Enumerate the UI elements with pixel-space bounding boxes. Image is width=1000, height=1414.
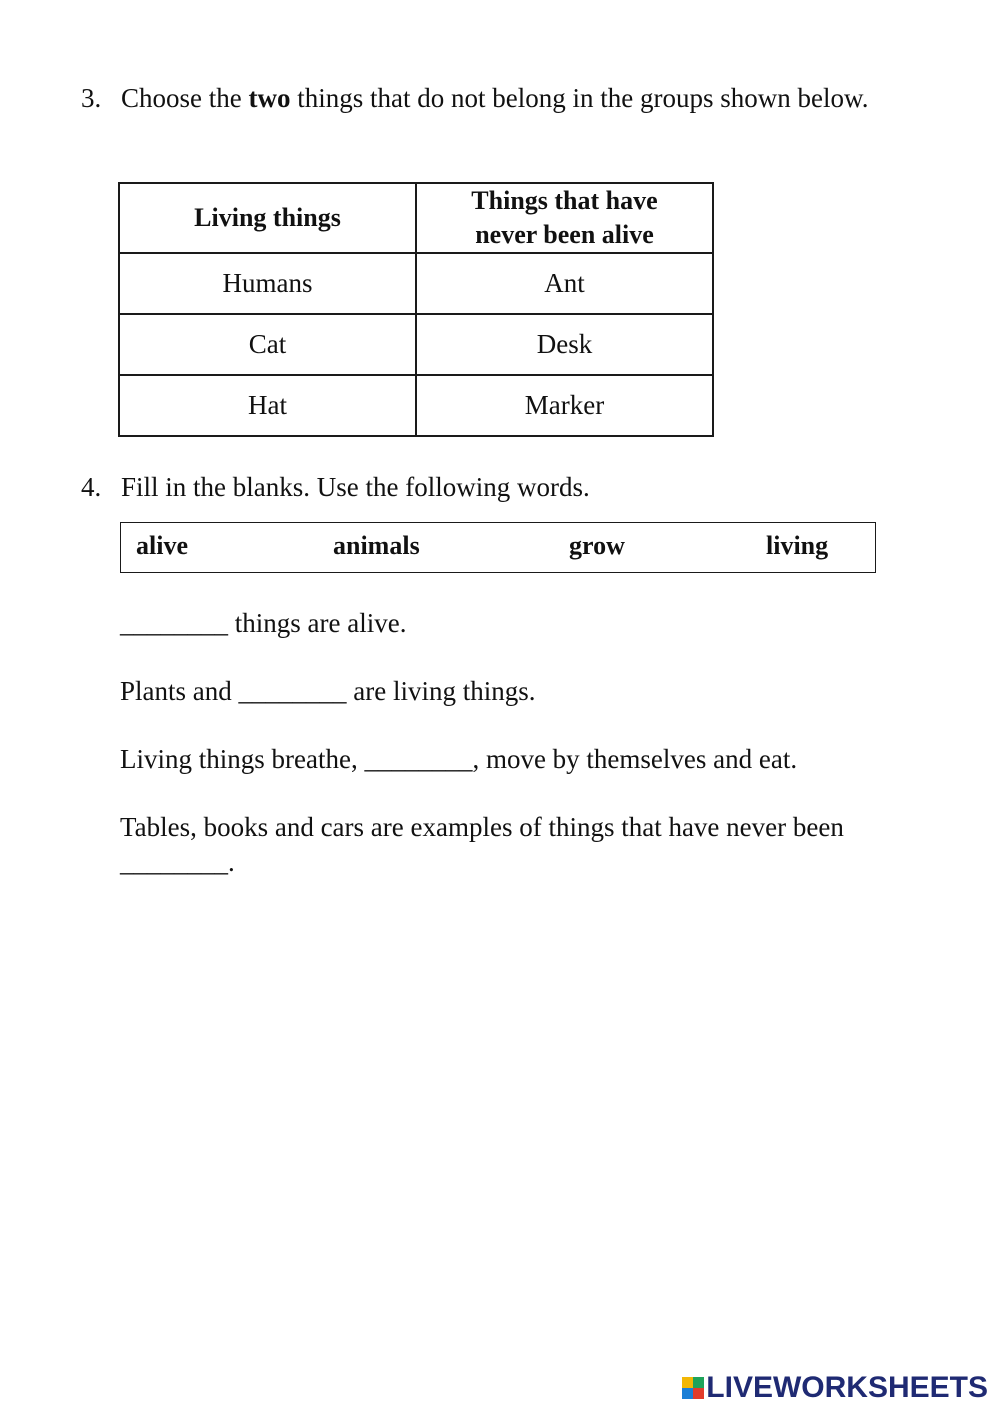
question-text-end: things that do not belong in the groups shown below. <box>290 83 869 113</box>
question-text-start: Choose the <box>121 83 249 113</box>
column-header-living: Living things <box>119 183 416 253</box>
table-row <box>119 253 713 314</box>
logo-square-red <box>693 1388 704 1399</box>
table-cell: Desk <box>416 314 713 375</box>
word-bank-item: alive <box>136 531 188 560</box>
word-bank-item: animals <box>333 531 420 560</box>
word-bank-item: grow <box>569 531 625 560</box>
liveworksheets-logo-text: LIVEWORKSHEETS <box>706 1371 988 1404</box>
fill-blank-sentence: ________ things are alive. <box>120 608 407 638</box>
table-cell: Ant <box>416 253 713 314</box>
fill-blank-sentence: Living things breathe, ________, move by themselves and eat. <box>120 744 798 774</box>
table-cell: Humans <box>119 253 416 314</box>
question-text-emphasis: two <box>248 83 291 113</box>
question-text <box>121 81 881 115</box>
groups-table <box>118 182 714 437</box>
question-number: 4. <box>81 472 102 502</box>
question-number: 3. <box>81 83 102 113</box>
column-header-never-alive <box>416 183 713 253</box>
fill-blank-sentence: Plants and ________ are living things. <box>120 676 536 706</box>
column-header-never-alive-text: Things that have never been alive <box>471 186 658 249</box>
liveworksheets-logo <box>682 1372 988 1404</box>
table-cell: Hat <box>119 375 416 436</box>
liveworksheets-logo-icon <box>682 1377 704 1399</box>
table-row <box>119 375 713 436</box>
word-bank-item: living <box>766 531 829 560</box>
table-header-row <box>119 183 713 253</box>
logo-square-yellow <box>682 1377 693 1388</box>
table-cell: Cat <box>119 314 416 375</box>
logo-square-green <box>693 1377 704 1388</box>
table-cell: Marker <box>416 375 713 436</box>
logo-square-blue <box>682 1388 693 1399</box>
question-text: Fill in the blanks. Use the following words. <box>121 472 590 502</box>
word-bank <box>120 522 876 573</box>
table-row <box>119 314 713 375</box>
fill-blank-sentence: Tables, books and cars are examples of things that have never been ________. <box>120 812 844 877</box>
